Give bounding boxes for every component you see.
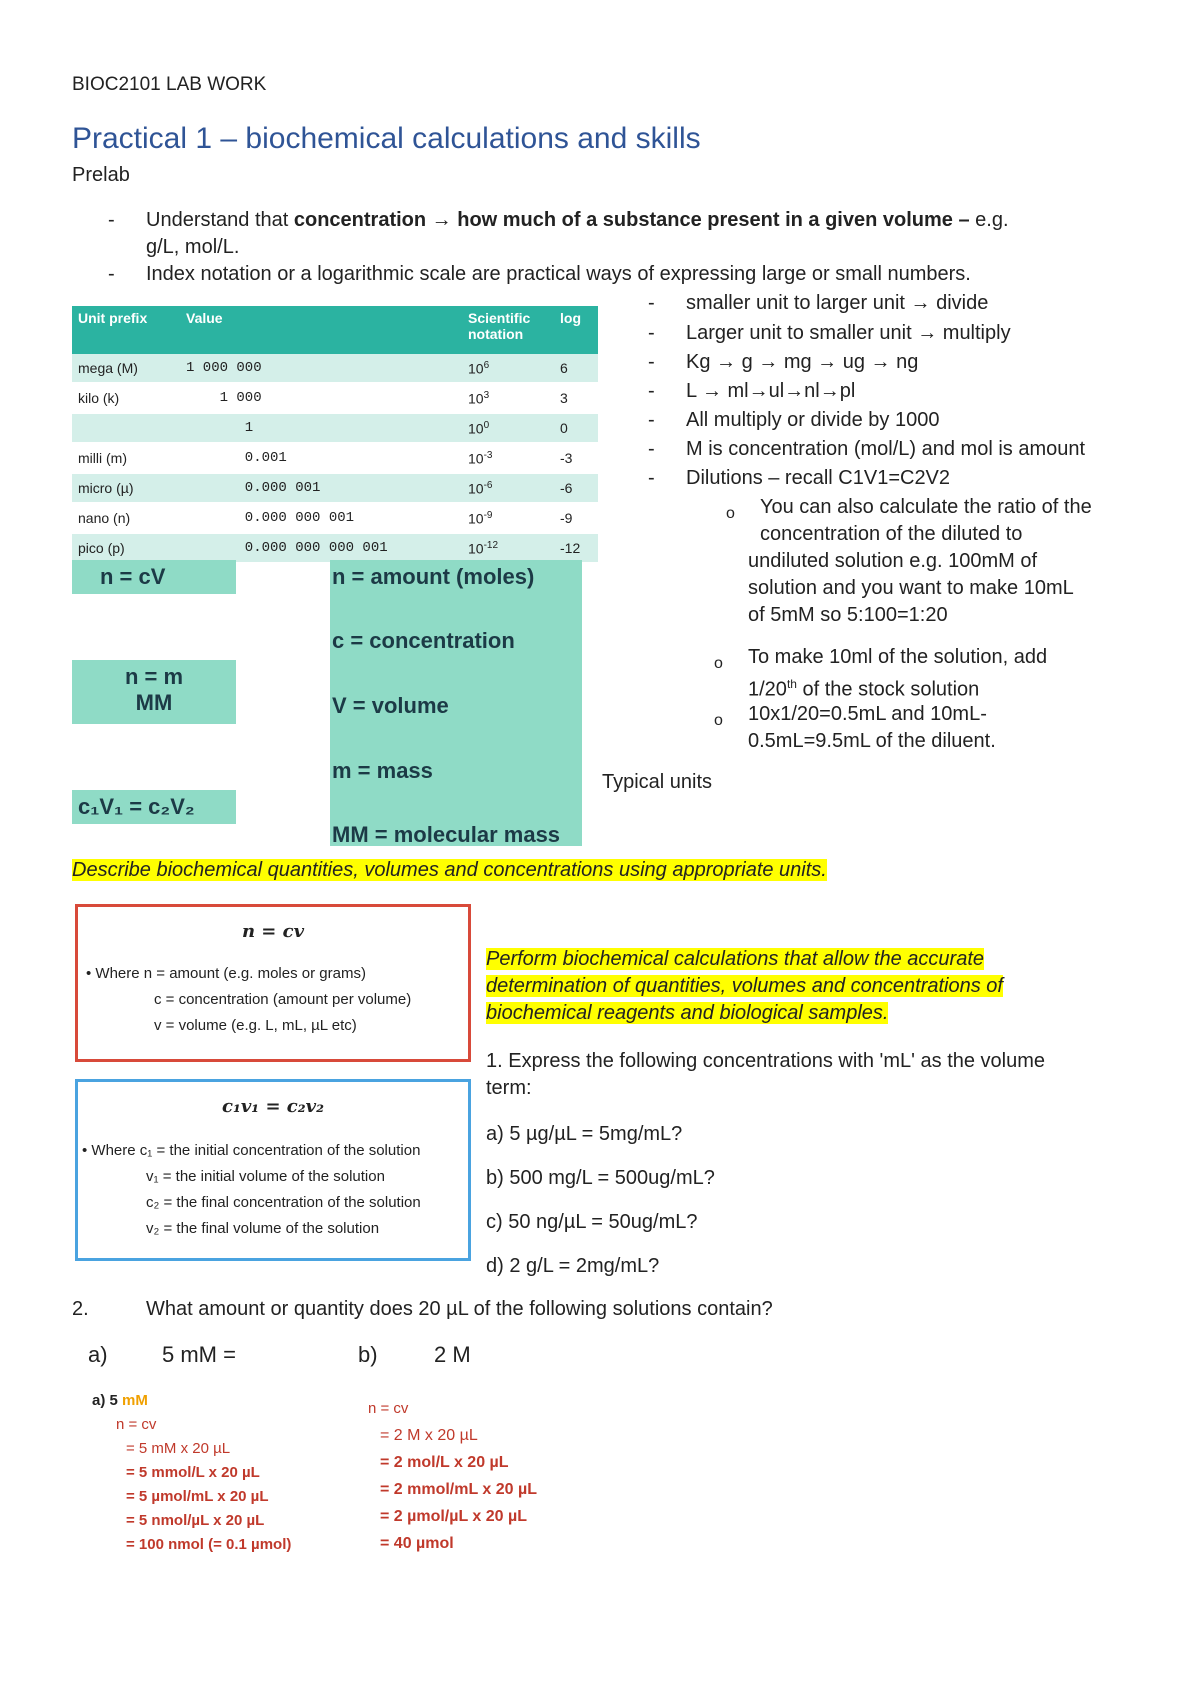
formula-legend	[330, 560, 582, 846]
legend-item: n = amount (moles)	[332, 564, 535, 589]
formula-n-cv: n = cV	[72, 560, 236, 594]
objective-perform-calculations: Perform biochemical calculations that allow the accurate determination of quantities, volumes and concentrations of biochemical reagents and biological samples.	[486, 948, 1003, 1024]
q1-part-d: d) 2 g/L = 2mg/mL?	[486, 1255, 660, 1277]
diluent-calc-note: 10x1/20=0.5mL and 10mL- 0.5mL=9.5mL of the diluent.	[748, 703, 996, 752]
stock-fraction-note: To make 10ml of the solution, add 1/20th of the stock solution	[748, 646, 1048, 701]
objective-describe-units: Describe biochemical quantities, volumes and concentrations using appropriate units.	[72, 859, 827, 881]
legend-item: c = concentration	[332, 628, 515, 653]
q2-a-value: 5 mM =	[162, 1342, 236, 1367]
q2-b-label: b)	[358, 1342, 378, 1367]
legend-item: V = volume	[332, 693, 449, 718]
card-n-cv: n = cv • Where n = amount (e.g. moles or grams) c = concentration (amount per volume) v = volume (e.g. L, mL, µL etc)	[75, 904, 471, 1062]
note-item: smaller unit to larger unit → divide	[686, 292, 989, 314]
card-c1v1-c2v2: c₁v₁ = c₂v₂ • Where c₁ = the initial concentration of the solution v₁ = the initial volume of the solution c₂ = the final concentration of the solution v₂ = the final volume of the solution	[75, 1079, 471, 1261]
concentration-definition: concentration → how much of a substance present in a given volume –	[293, 209, 970, 231]
q2-b-value: 2 M	[434, 1342, 471, 1367]
table-row: nano (n) 0.000 000 001 $10^{-9}$ -9	[72, 503, 598, 533]
table-row: kilo (k) 1 000 $10^3$ 3	[72, 383, 598, 413]
table-header: Scientific notation	[462, 306, 554, 354]
table-row: pico (p) 0.000 000 000 001 $10^{-12}$ -12	[72, 533, 598, 563]
q1-part-a: a) 5 µg/µL = 5mg/mL?	[486, 1123, 683, 1145]
formula-c1v1-c2v2: c₁V₁ = c₂V₂	[72, 790, 236, 824]
typical-units-label: Typical units	[602, 771, 713, 793]
note-item: Kg → g → mg → ug → ng	[686, 351, 919, 373]
formula-n-m-mm: n = m MM	[72, 660, 236, 724]
table-header: Unit prefix	[72, 306, 180, 354]
section-heading-prelab: Prelab	[72, 164, 130, 186]
table-row: milli (m) 0.001 $10^{-3}$ -3	[72, 443, 598, 473]
page-title: Practical 1 – biochemical calculations and skills	[72, 122, 701, 155]
q1-part-c: c) 50 ng/µL = 50ug/mL?	[486, 1211, 698, 1233]
note-item: M is concentration (mol/L) and mol is amount	[686, 438, 1086, 460]
question-2-number: 2.	[72, 1298, 89, 1320]
question-2-prompt: What amount or quantity does 20 µL of the following solutions contain?	[146, 1298, 773, 1320]
q1-part-b: b) 500 mg/L = 500ug/mL?	[486, 1167, 715, 1189]
note-item: All multiply or divide by 1000	[686, 409, 940, 431]
question-1: 1. Express the following concentrations with 'mL' as the volume term:	[486, 1050, 1046, 1099]
unit-prefix-table	[72, 306, 598, 564]
note-item: Larger unit to smaller unit → multiply	[686, 322, 1011, 344]
table-row: micro (µ) 0.000 001 $10^{-6}$ -6	[72, 473, 598, 503]
q2-a-label: a)	[88, 1342, 108, 1367]
table-header: log	[554, 306, 598, 354]
dilution-ratio-note: You can also calculate the ratio of the concentration of the diluted to	[760, 496, 1092, 545]
table-row: 1 $10^0$ 0	[72, 413, 598, 443]
legend-item: MM = molecular mass	[332, 822, 561, 847]
legend-item: m = mass	[332, 758, 433, 783]
table-header: Value	[180, 306, 462, 354]
note-item: Dilutions – recall C1V1=C2V2	[686, 467, 951, 489]
table-row: mega (M) 1 000 000 $10^6$ 6	[72, 354, 598, 383]
course-code: BIOC2101 LAB WORK	[72, 74, 267, 95]
note-item: L → ml→ul→nl→pl	[686, 380, 856, 402]
